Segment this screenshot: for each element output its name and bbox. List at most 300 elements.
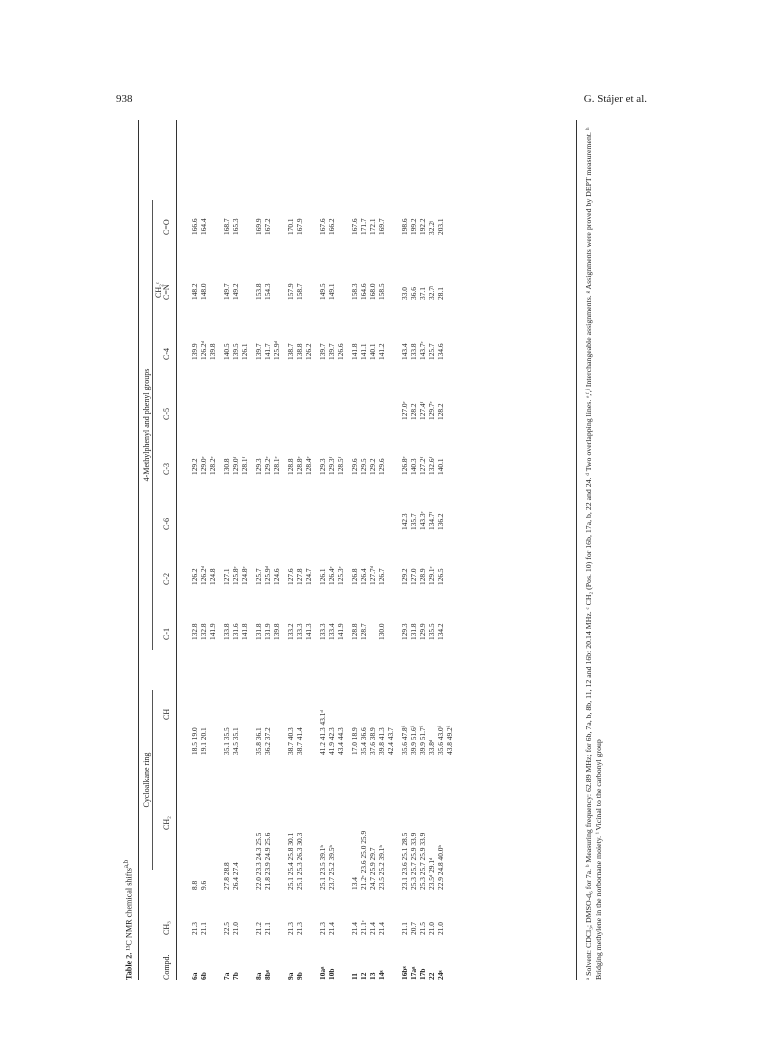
cell-ch2: 23.1 23.6 25.1 28.5 [400,832,409,890]
cell-c3: 140.1 [436,458,445,475]
cell-c2: 127.0 [409,568,418,585]
table-header-rule [176,120,177,980]
cell-ch3: 21.1 [400,922,409,935]
cell-co: 172.1 [368,218,377,235]
table-row [263,180,272,980]
cell-c3: 140.3 [409,458,418,475]
cell-c2: 125.8ᵉ [231,566,240,585]
header-c3: C-3 [162,463,171,475]
cell-co [240,180,249,235]
cell-c2: 124.8 [208,568,217,585]
cell-c6: 135.7 [409,513,418,530]
header-c6: C-6 [162,518,171,530]
cell-c5 [199,360,208,420]
cell-cn [386,235,395,300]
cell-c2: 126.2 [190,568,199,585]
table-top-rule [138,120,139,980]
cell-cn: 158.3 [350,283,359,300]
cell-co: 167.2 [263,218,272,235]
cell-ch2: 25.1 25.4 25.8 30.1 [286,832,295,890]
cell-c2: 129.2 [400,568,409,585]
cell-c3: 127.2ᶠ [418,456,427,475]
cell-c1: 132.8 [199,623,208,640]
cell-ch: 39.9 51.6ⁱ [409,725,418,755]
cell-c4: 139.5 [231,343,240,360]
cell-c5 [254,360,263,420]
cell-compd: 8a [254,972,263,980]
table-row [359,180,368,980]
cell-cn: 149.7 [222,283,231,300]
cell-ch3: 20.7 [409,922,418,935]
cell-c2: 127.6 [286,568,295,585]
cell-co: 203.1 [436,218,445,235]
cell-compd: 12 [359,972,368,980]
cell-ch3: 21.4 [368,922,377,935]
cell-c4: 139.9 [190,343,199,360]
cell-ch3 [445,890,454,935]
cell-ch2: 23.5 25.2 39.1ʰ [377,845,386,890]
cell-c5: 129.7ᵉ [427,401,436,420]
cell-compd [208,935,217,980]
header-compd: Compd. [162,954,171,980]
cell-c1: 129.9 [418,623,427,640]
cell-c6: 136.2 [436,513,445,530]
cell-c4: 139.8 [208,343,217,360]
cell-ch2 [272,755,281,890]
table-row [254,180,263,980]
cell-ch3: 21.0 [436,922,445,935]
cell-ch3 [386,890,395,935]
cell-ch3: 21.1ᶜ [359,920,368,935]
cell-c1: 133.3 [295,623,304,640]
cell-ch2 [304,755,313,890]
cell-c4: 139.7 [318,343,327,360]
cell-c6 [295,475,304,530]
cell-ch2 [386,755,395,890]
cell-c1: 133.3 [318,623,327,640]
cell-ch: 18.5 19.0 [190,727,199,755]
cell-c4: 138.7 [286,343,295,360]
cell-c3: 129.3 [254,458,263,475]
cell-c3: 132.6ᶠ [427,456,436,475]
cell-c5 [222,360,231,420]
cell-compd: 16bᵍ [400,966,409,980]
cell-cn: 148.2 [190,283,199,300]
table-footnote: ᵃ Solvent: CDCl₃; DMSO-d₆ for 7a. ᵇ Measuring frequency: 62.89 MHz; for 6b, 7a, b, 8b, 11, 12 and 16b: 20.14 MHz. ᶜ CH₂ (Pos. 10) for 16b, 17a, b, 22 and 24. ᵈ Two overlapping lines. ᵉ,ᶠ,ʲ Interchangeable assignments. ᵍ Assignments were proved by DEPT measurement. ʰ Bridging methylene in the norbornane moiety. ⁱ Vicinal to the carbonyl group [584,127,603,980]
cell-c3: 129.6 [377,458,386,475]
cell-ch2 [336,755,345,890]
cell-co: 32.2ʲ [427,220,436,235]
cell-ch2: 23.7 25.2 39.5ʰ [327,845,336,890]
cell-c2: 128.9 [418,568,427,585]
cell-cn [304,235,313,300]
cell-c1: 141.8 [240,623,249,640]
cell-c3 [386,420,395,475]
cell-co: 168.7 [222,218,231,235]
cell-co: 192.2 [418,218,427,235]
cell-c2: 125.7 [254,568,263,585]
cell-compd: 10b [327,968,336,980]
cell-c4: 139.7 [254,343,263,360]
cell-c1: 133.8 [222,623,231,640]
table-row [386,180,395,980]
cell-co: 169.9 [254,218,263,235]
cell-compd [240,935,249,980]
cell-ch2: 23.5ᵈ 29.1ᵈ [427,857,436,890]
cell-ch3: 21.4 [350,922,359,935]
cell-c2: 127.8 [295,568,304,585]
cell-ch [304,640,313,755]
cell-c3: 126.8ᵉ [400,456,409,475]
cell-cn: 157.9 [286,283,295,300]
cell-c5: 127.4ᶠ [418,401,427,420]
cell-ch2: 25.3 25.7 25.9 33.9 [418,832,427,890]
header-ch2-cn-bottom: C=N [162,284,171,300]
cell-ch2 [240,755,249,890]
table-row [368,180,377,980]
cell-ch3: 21.4 [377,922,386,935]
cell-c1: 133.2 [286,623,295,640]
table-row [190,180,199,980]
cell-c6 [208,475,217,530]
table-row [400,180,409,980]
cell-c1: 139.8 [272,623,281,640]
cell-c2 [445,530,454,585]
table-row [240,180,249,980]
cell-cn: 153.8 [254,283,263,300]
cell-c5 [295,360,304,420]
cell-c6 [368,475,377,530]
cell-c5 [272,360,281,420]
cell-c1 [368,585,377,640]
cell-c6 [222,475,231,530]
cell-cn: 164.6 [359,283,368,300]
table-row [208,180,217,980]
cell-c2: 127.1 [222,568,231,585]
cell-c6 [231,475,240,530]
cell-co [386,180,395,235]
cell-compd: 17b [418,968,427,980]
cell-cn [208,235,217,300]
cell-c3: 129.2 [368,458,377,475]
cell-c5 [445,360,454,420]
cell-c2 [386,530,395,585]
cell-compd [336,935,345,980]
cell-c6 [336,475,345,530]
header-c2: C-2 [162,573,171,585]
cell-ch: 43.8 49.2ⁱ [445,725,454,755]
data-table [190,180,454,980]
cell-ch2 [445,755,454,890]
cell-c1: 141.9 [336,623,345,640]
cell-c3: 128.8 [286,458,295,475]
cell-compd [304,935,313,980]
cell-ch3: 21.5 [418,922,427,935]
cell-c2: 125.3ᵉ [336,566,345,585]
table-row [295,180,304,980]
cell-co [304,180,313,235]
cell-ch2: 8.8 [190,880,199,890]
cell-c2: 125.9ᵈ [263,566,272,585]
cell-c5: 128.2 [409,403,418,420]
table-row [222,180,231,980]
cell-c2: 126.2ᵈ [199,566,208,585]
cell-c3 [445,420,454,475]
cell-c6 [272,475,281,530]
cell-cn: 36.6 [409,287,418,300]
cell-ch3: 21.1 [263,922,272,935]
cell-compd [445,935,454,980]
cell-compd: 9a [286,972,295,980]
cell-c5 [304,360,313,420]
cell-c4: 125.7 [427,343,436,360]
cell-c4: 140.1 [368,343,377,360]
cell-ch: 38.7 41.4 [295,727,304,755]
table-row [336,180,345,980]
running-header-authors: G. Stájer et al. [583,93,647,105]
table-row [350,180,359,980]
cell-c6 [350,475,359,530]
cell-ch: 37.6 38.9 [368,727,377,755]
cell-c3: 129.0ᶠ [231,456,240,475]
cell-c5 [208,360,217,420]
cell-c1: 128.8 [350,623,359,640]
cell-ch2: 9.6 [199,880,208,890]
cell-c2: 127.7ᵈ [368,566,377,585]
cell-co: 166.2 [327,218,336,235]
page-number: 938 [116,93,133,105]
cell-co: 170.1 [286,218,295,235]
cell-c6: 143.3ᵉ [418,511,427,530]
cell-ch2: 25.1 25.3 26.3 30.3 [295,832,304,890]
cell-ch3 [240,890,249,935]
table-row [427,180,436,980]
header-ch: CH [162,708,171,720]
cell-co: 167.6 [318,218,327,235]
cell-ch2: 13.4 [350,877,359,890]
cell-c3: 129.3ᶠ [327,456,336,475]
table-row [445,180,454,980]
group-cycloalkane-rule [152,690,153,870]
cell-ch: 42.4 43.7 [386,727,395,755]
cell-c1: 135.5 [427,623,436,640]
cell-c3: 129.2 [190,458,199,475]
cell-ch3: 21.3 [295,922,304,935]
cell-c4: 138.8 [295,343,304,360]
table-row [318,180,327,980]
cell-compd: 17aᵍ [409,966,418,980]
cell-c5 [318,360,327,420]
cell-ch: 19.1 20.1 [199,727,208,755]
cell-co: 199.2 [409,218,418,235]
cell-ch3: 21.0 [231,922,240,935]
cell-c3: 129.6 [350,458,359,475]
cell-c1 [445,585,454,640]
cell-c1: 128.7 [359,623,368,640]
cell-c3: 128.2ᵉ [208,456,217,475]
cell-c3: 130.8 [222,458,231,475]
header-c5: C-5 [162,408,171,420]
cell-ch3 [208,890,217,935]
cell-c6 [386,475,395,530]
cell-ch2: 21.8 23.9 24.9 25.6 [263,832,272,890]
table-bottom-rule [576,120,577,980]
cell-c6 [359,475,368,530]
cell-c6 [445,475,454,530]
cell-c2: 129.1ᵉ [427,566,436,585]
cell-c1 [386,585,395,640]
cell-c1: 132.8 [190,623,199,640]
cell-co: 198.6 [400,218,409,235]
cell-cn: 148.0 [199,283,208,300]
cell-c3: 129.0ᵉ [199,456,208,475]
cell-c2: 124.8ᵉ [240,566,249,585]
cell-cn: 149.2 [231,283,240,300]
cell-c6 [304,475,313,530]
cell-c5 [350,360,359,420]
cell-ch3: 21.3 [190,922,199,935]
cell-c5 [286,360,295,420]
cell-c1: 129.3 [400,623,409,640]
header-c1: C-1 [162,628,171,640]
table-caption-label: Table 2. [124,952,134,980]
cell-c1: 141.3 [304,623,313,640]
table-row [436,180,445,980]
cell-ch3: 21.2 [254,922,263,935]
cell-co: 171.7 [359,218,368,235]
cell-c4: 139.7 [327,343,336,360]
table-caption-text: ¹³C NMR chemical shifts [124,868,134,951]
cell-co: 166.6 [190,218,199,235]
cell-ch: 34.5 35.1 [231,727,240,755]
cell-cn [240,235,249,300]
cell-ch [272,640,281,755]
table-row [304,180,313,980]
cell-c3: 128.4ᵉ [304,456,313,475]
cell-compd: 7b [231,972,240,980]
cell-c4: 134.6 [436,343,445,360]
cell-compd [386,935,395,980]
cell-compd: 8bᵍ [263,970,272,980]
cell-c3: 129.3 [318,458,327,475]
cell-compd: 22 [427,972,436,980]
cell-cn: 149.1 [327,283,336,300]
cell-c1: 131.8 [254,623,263,640]
cell-cn: 32.7ʲ [427,285,436,300]
cell-ch: 35.6 47.8ⁱ [400,725,409,755]
cell-cn: 158.7 [295,283,304,300]
cell-compd: 13 [368,972,377,980]
cell-ch2: 25.1 23.5 39.1ʰ [318,845,327,890]
cell-c4: 133.8 [409,343,418,360]
cell-c5 [336,360,345,420]
cell-ch3: 21.0 [427,922,436,935]
table-row [231,180,240,980]
cell-c5: 128.2 [436,403,445,420]
table-row [409,180,418,980]
cell-compd: 7a [222,972,231,980]
table-caption [122,860,134,980]
cell-c4: 141.1 [359,343,368,360]
cell-c4: 125.9ᵈ [272,341,281,360]
cell-c1: 131.9 [263,623,272,640]
cell-c1: 131.8 [409,623,418,640]
cell-ch: 43.4 44.3 [336,727,345,755]
header-ch2-cn-top: CH₂ᶜ [154,282,163,298]
cell-c4: 141.8 [350,343,359,360]
cell-co [208,180,217,235]
cell-ch: 33.8ᵈ [427,739,436,755]
cell-ch: 39.9 51.7ⁱ [418,725,427,755]
cell-c1: 133.4 [327,623,336,640]
cell-c5 [231,360,240,420]
cell-c6 [254,475,263,530]
cell-ch2: 26.4 27.4 [231,862,240,890]
cell-ch [240,640,249,755]
cell-co [336,180,345,235]
cell-ch: 38.7 40.3 [286,727,295,755]
cell-c4: 126.2 [304,343,313,360]
cell-c6 [190,475,199,530]
cell-ch: 35.6 43.0ⁱ [436,725,445,755]
cell-c2: 126.4 [359,568,368,585]
cell-c3: 128.1ᵉ [272,456,281,475]
cell-c5 [377,360,386,420]
cell-c2: 126.7 [377,568,386,585]
cell-c4: 140.5 [222,343,231,360]
cell-co: 165.3 [231,218,240,235]
cell-compd: 6b [199,972,208,980]
cell-ch3 [304,890,313,935]
cell-c1: 131.6 [231,623,240,640]
cell-c4: 143.4 [400,343,409,360]
cell-cn: 158.5 [377,283,386,300]
cell-c5 [386,360,395,420]
cell-c6 [327,475,336,530]
cell-compd: 10aᵍ [318,966,327,980]
cell-c2: 124.7 [304,568,313,585]
cell-compd: 9b [295,972,304,980]
table-row [199,180,208,980]
cell-compd: 11 [350,973,359,980]
cell-ch2: 22.9 24.8 40.0ʰ [436,845,445,890]
cell-c5 [368,360,377,420]
cell-cn: 28.1 [436,287,445,300]
cell-compd [272,935,281,980]
cell-c6: 134.7ᶠ [427,511,436,530]
cell-c1: 141.9 [208,623,217,640]
table-row [272,180,281,980]
cell-c5 [190,360,199,420]
cell-c1: 130.0 [377,623,386,640]
cell-c4: 143.7ᵉ [418,341,427,360]
cell-co: 167.6 [350,218,359,235]
cell-cn: 33.0 [400,287,409,300]
cell-c6 [286,475,295,530]
cell-cn: 149.5 [318,283,327,300]
cell-c3: 128.8ᵉ [295,456,304,475]
cell-compd: 6a [190,972,199,980]
cell-c3: 128.1ᶠ [240,456,249,475]
cell-ch [208,640,217,755]
cell-c5 [359,360,368,420]
table-caption-sup: a,b [123,859,130,869]
group-phenyl-rule [152,200,153,650]
cell-ch: 35.1 35.5 [222,727,231,755]
cell-c5 [263,360,272,420]
header-c4: C-4 [162,348,171,360]
cell-ch3: 21.3 [286,922,295,935]
